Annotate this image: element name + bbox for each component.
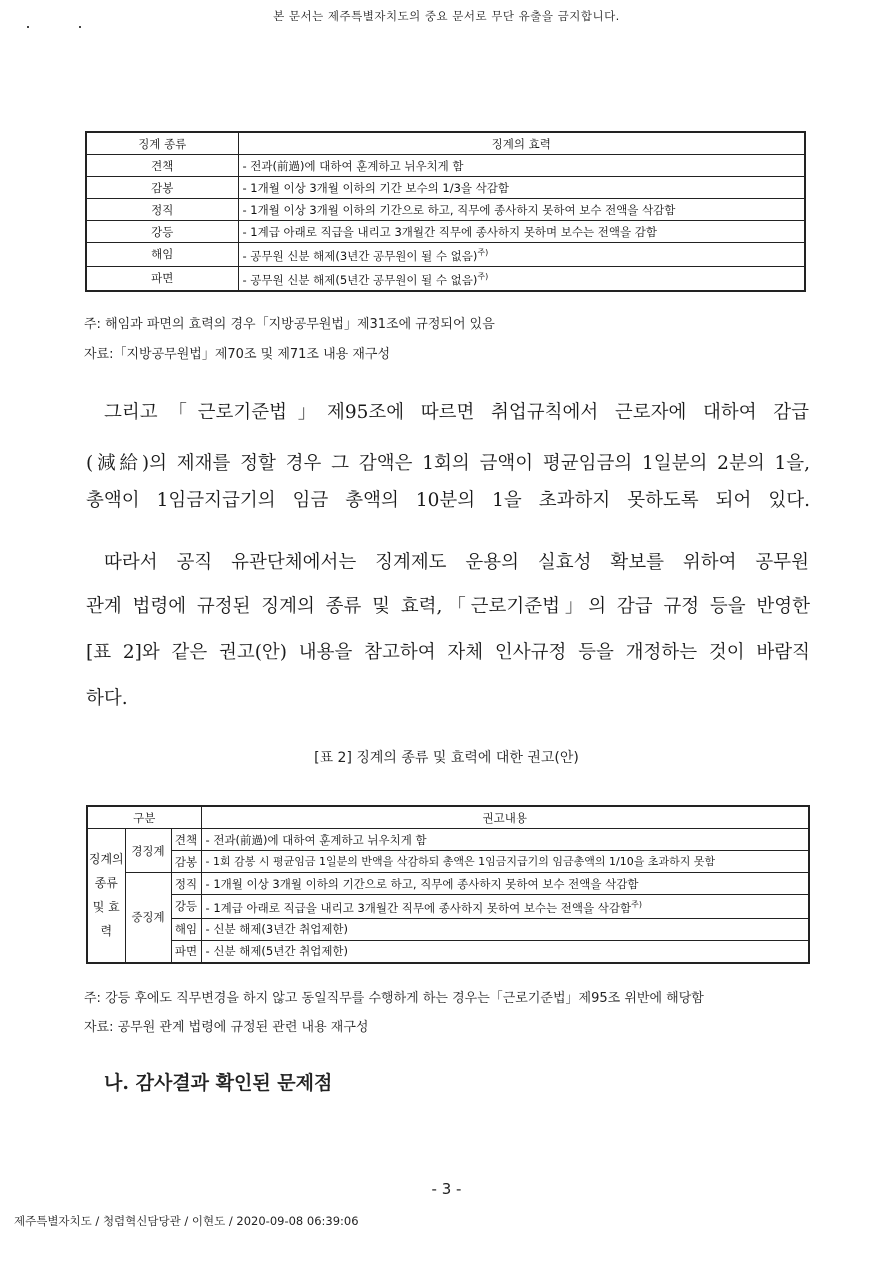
table-header-row bbox=[87, 806, 809, 829]
column-header: 구분 bbox=[87, 806, 201, 829]
discipline-type: 견책 bbox=[86, 155, 238, 177]
table-row bbox=[87, 940, 809, 963]
table-row bbox=[86, 221, 805, 243]
footnote-mark: 주) bbox=[477, 271, 489, 281]
discipline-type: 해임 bbox=[86, 243, 238, 267]
paragraph-line: 총액이 1임금지급기의 임금 총액의 10분의 1을 초과하지 못하도록 되어 있다. bbox=[86, 490, 810, 511]
document-footer: 제주특별자치도 / 청렴혁신담당관 / 이현도 / 2020-09-08 06:39:06 bbox=[14, 1214, 359, 1228]
discipline-type: 파면 bbox=[171, 940, 201, 963]
scan-speck bbox=[79, 26, 81, 28]
discipline-type: 견책 bbox=[171, 829, 201, 851]
recommendation bbox=[201, 851, 809, 873]
recommendation bbox=[201, 918, 809, 940]
table-row bbox=[87, 829, 809, 851]
column-header: 징계의 효력 bbox=[238, 132, 805, 155]
effect-text: - 1개월 이상 3개월 이하의 기간으로 하고, 직무에 종사하지 못하여 보수 전액을 삭감함 bbox=[242, 202, 676, 217]
paragraph-line: 따라서 공직 유관단체에서는 징계제도 운용의 실효성 확보를 위하여 공무원 bbox=[104, 552, 809, 573]
table-row bbox=[87, 873, 809, 895]
footnote-mark: 주) bbox=[631, 900, 642, 909]
discipline-type: 정직 bbox=[171, 873, 201, 895]
discipline-effect bbox=[238, 155, 805, 177]
paragraph-line: [표 2]와 같은 권고(안) 내용을 참고하여 자체 인사규정 등을 개정하는 것이 바람직 bbox=[86, 642, 810, 663]
discipline-effect bbox=[238, 177, 805, 199]
effect-text: - 1개월 이상 3개월 이하의 기간 보수의 1/3을 삭감함 bbox=[242, 180, 509, 195]
table2-note: 주: 강등 후에도 직무변경을 하지 않고 동일직무를 수행하게 하는 경우는「근로기준법」제95조 위반에 해당함 bbox=[84, 991, 704, 1006]
recommendation bbox=[201, 940, 809, 963]
recommendation-text: - 1계급 아래로 직급을 내리고 3개월간 직무에 종사하지 못하여 보수는 전액을 삭감함 bbox=[205, 900, 632, 915]
recommendation-text: - 신분 해제(3년간 취업제한) bbox=[205, 922, 349, 937]
confidential-header: 본 문서는 제주특별자치도의 중요 문서로 무단 유출을 금지합니다. bbox=[273, 9, 620, 23]
discipline-effect bbox=[238, 243, 805, 267]
table-row bbox=[86, 243, 805, 267]
recommendation-text: - 전과(前過)에 대하여 훈계하고 뉘우치게 함 bbox=[205, 832, 427, 847]
table-row bbox=[87, 851, 809, 873]
effect-text: - 1계급 아래로 직급을 내리고 3개월간 직무에 종사하지 못하며 보수는 전액을 감함 bbox=[242, 224, 657, 239]
scan-speck bbox=[27, 26, 29, 28]
table2-caption: [표 2] 징계의 종류 및 효력에 대한 권고(안) bbox=[314, 750, 579, 766]
discipline-type: 정직 bbox=[86, 199, 238, 221]
recommendation bbox=[201, 895, 809, 919]
paragraph-line: 관계 법령에 규정된 징계의 종류 및 효력,「근로기준법」의 감급 규정 등을 반영한 bbox=[86, 596, 810, 617]
recommendation-table bbox=[86, 805, 810, 964]
paragraph-line: 그리고「근로기준법」제95조에 따르면 취업규칙에서 근로자에 대하여 감급 bbox=[104, 402, 809, 423]
table-row bbox=[87, 918, 809, 940]
paragraph-line: 하다. bbox=[86, 688, 128, 709]
paragraph-line: (減給)의 제재를 정할 경우 그 감액은 1회의 금액이 평균임금의 1일분의 2분의 1을, bbox=[86, 453, 810, 474]
discipline-type: 감봉 bbox=[86, 177, 238, 199]
table-row bbox=[86, 266, 805, 290]
table-header-row bbox=[86, 132, 805, 155]
disciplinary-effects-table bbox=[85, 131, 806, 292]
effect-text: - 공무원 신분 해제(3년간 공무원이 될 수 없음) bbox=[242, 248, 478, 263]
discipline-effect bbox=[238, 266, 805, 290]
row-group-label: 징계의 종류 및 효력 bbox=[87, 829, 125, 963]
heavy-discipline-label: 중징계 bbox=[125, 873, 171, 963]
discipline-type: 감봉 bbox=[171, 851, 201, 873]
effect-text: - 공무원 신분 해제(5년간 공무원이 될 수 없음) bbox=[242, 272, 478, 287]
discipline-type: 파면 bbox=[86, 266, 238, 290]
recommendation-text: - 1개월 이상 3개월 이하의 기간으로 하고, 직무에 종사하지 못하여 보수 전액을 삭감함 bbox=[205, 876, 639, 891]
table-row bbox=[87, 895, 809, 919]
discipline-type: 강등 bbox=[86, 221, 238, 243]
table-row bbox=[86, 177, 805, 199]
discipline-effect bbox=[238, 199, 805, 221]
table1-source: 자료:「지방공무원법」제70조 및 제71조 내용 재구성 bbox=[84, 347, 391, 362]
recommendation-text: - 1회 감봉 시 평균임금 1일분의 반액을 삭감하되 총액은 1임금지급기의 임금총액의 1/10을 초과하지 못함 bbox=[205, 854, 716, 868]
column-header: 권고내용 bbox=[201, 806, 809, 829]
discipline-type: 강등 bbox=[171, 895, 201, 919]
table2-source: 자료: 공무원 관계 법령에 규정된 관련 내용 재구성 bbox=[84, 1020, 369, 1035]
light-discipline-label: 경징계 bbox=[125, 829, 171, 873]
table-row bbox=[86, 155, 805, 177]
effect-text: - 전과(前過)에 대하여 훈계하고 뉘우치게 함 bbox=[242, 158, 464, 173]
footnote-mark: 주) bbox=[477, 248, 489, 257]
page-number: - 3 - bbox=[431, 1180, 462, 1198]
recommendation bbox=[201, 829, 809, 851]
table-row bbox=[86, 199, 805, 221]
table1-note: 주: 해임과 파면의 효력의 경우「지방공무원법」제31조에 규정되어 있음 bbox=[84, 317, 495, 332]
discipline-effect bbox=[238, 221, 805, 243]
recommendation-text: - 신분 해제(5년간 취업제한) bbox=[205, 944, 349, 959]
column-header: 징계 종류 bbox=[86, 132, 238, 155]
recommendation bbox=[201, 873, 809, 895]
section-heading: 나. 감사결과 확인된 문제점 bbox=[104, 1072, 333, 1094]
discipline-type: 해임 bbox=[171, 918, 201, 940]
